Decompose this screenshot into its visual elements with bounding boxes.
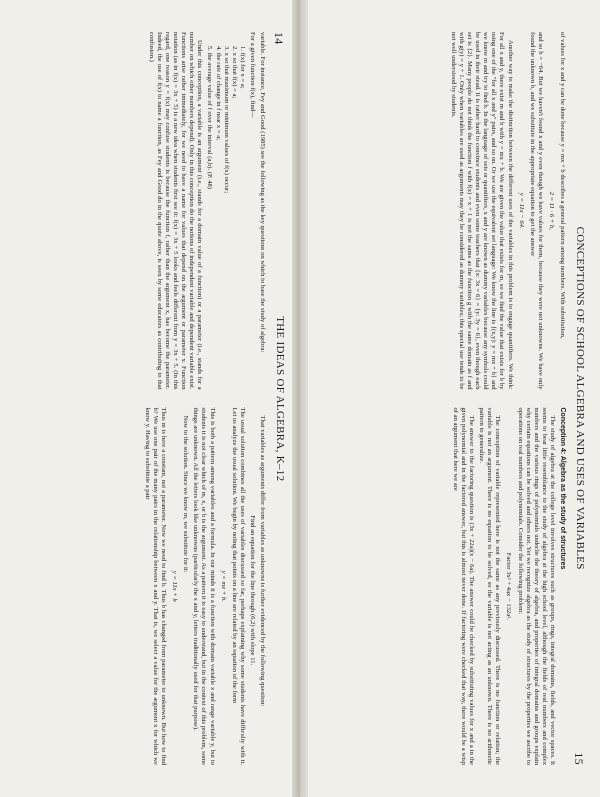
paragraph: The answer to the factoring question is (3x + 22a)(x − 6a). The answer could be checked by substituting values for x and a in the given polynomial and in the factored answer, but this is almost never done. If factoring were checked that way, there would be a wisp of an argument that here we are [451, 407, 476, 765]
paragraph: Under this conception, a variable is an argument (i.e., stands for a domain value of a function) or a parameter (i.e., stands for a number on which other numbers depend). Only in this conception do the notions of independent variable and dependent variable exist. Functions arise rather immediately, for we need to have a name for values that depend on the argument or parameter x. Function notation (as in f(x) = 3x + 5) is a new idea when students first see it: f(x) = 3x + 5 looks and feels different from y = 3x + 5. (In this regard, one reason y = f(x) may confuse students is because the function f, rather than the argument x, has become the parameter. Indeed, the use of f(x) to name a function, as Fey and Good do in the quote above, is seen by some educators as contributing to that confusion.) [147, 32, 204, 390]
paragraph: That variables as arguments differ from variables as unknowns is further evidenced by the following question: [259, 415, 266, 707]
list-item: 5. the average value of f over the interval (a,b). (P. 48) [206, 46, 214, 189]
list-item: 4. the rate of change in f near x = a; [214, 46, 222, 140]
equation: y = mx + b. [219, 570, 227, 602]
left-page-body [18, 32, 266, 765]
equation: 2 = 11 · 6 + b, [547, 191, 555, 230]
equation: y = 11x + b [171, 570, 179, 602]
list-item: 2. x so that f(x) = a; [230, 46, 238, 99]
paragraph: The study of algebra at the college level involves structures such as groups, rings, integral domains, fields, and vector spaces. It seems to bear little resemblance to the study of algebra at the high school level, although the fields of real numbers and complex numbers and the various rings of polynomials underlie the theory of algebra, and properties of integral domains and groups explain why certain equations can be solved and others not. Yet we recognize algebra as the study of structures by the properties we ascribe to operations on real numbers and polynomials. Consider the following problem: [516, 407, 556, 765]
equation: y = 11x − 64. [517, 192, 525, 229]
right-running-header [571, 32, 586, 765]
page-number-right: 15 [572, 752, 586, 765]
paragraph: of values for x and y can be done because y = mx + b describes a general pattern among numbers. With substitution, [559, 32, 566, 339]
list-item: 1. f(x) for x = a; [238, 46, 246, 89]
equation: Factor 3x² + 4ax − 132a². [505, 552, 513, 620]
problem-statement: Find an equation for the line through (6,2) with slope 11. [248, 515, 256, 666]
page-number-left: 14 [272, 32, 286, 45]
paragraph: The conception of variable represented here is not the same as any previously discussed. There is no function or relation; the variable is not an argument. There is no equation to be solved, so the variable is not acting as an unknown. There is no arithmetic pattern to generalize. [478, 407, 502, 765]
book-gutter [292, 0, 308, 797]
paragraph: and so b = −64. But we haven't found x and y even though we have values for them, because they were not unknowns. We have only found the unknown b, and we substitute in the appropriate equation to get the answer [528, 32, 544, 390]
question-list [205, 46, 245, 390]
right-page [300, 0, 600, 797]
section-heading: Conception 4: Algebra as the study of structures [559, 407, 566, 570]
paragraph: Now to the solution. Since we know m, we substitute for it: [182, 415, 190, 573]
paragraph: This is both a pattern among variables and a formula. In our minds it is a function with domain variable x and range variable y, but to students it is not clear which of m, x, or b is the argument. As a pattern it is easy to understand, but in the context of this problem, some things are unknown. All the letters look like unknowns (particularly the x and y, letters traditionally used for that purpose). [192, 407, 216, 765]
paragraph: Another way to make the distinction between the different uses of the variables in this problem is to engage quantifiers. We think: For all x and y, there exist m and b with y = mx + b. We are given the value that exists for m, so we find the value that exists for b by using one of the "for all x and y" pairs, and so on. Or we use the equivalent set language: We know the line is {(x,y): y = mx + b} and we know m and try to find b. In the language of sets or quantifiers, x and y are known as dummy variables because any symbols could be used in their stead. It is rather hard to convince students and even some teachers that {x: 3x = 6} = {y: 3y = 6}, even though each set is {2}. Many people do not think the function f with f(x) = x + 1 is not the same as the function g with the same domain as f and with g(y) = y + 1. Only when variables are used as arguments may they be considered as dummy variables; this special use tends to be not well understood by students. [449, 32, 514, 390]
paragraph: For a given function f(x), find— [248, 32, 256, 118]
paragraph: The usual solution combines all the uses of variables discussed so far, perhaps explaining why some students have difficulty with it. Let us analyze the usual solution. We begin by noting that points on a line are related by an equation of the form [230, 407, 246, 765]
left-running-header [271, 32, 286, 765]
list-item: 3. x so that maximum or minimum values of f(x) occur; [222, 46, 230, 194]
right-page-body [318, 32, 566, 765]
paragraph: Thus m is here a constant, not a parameter. Now we need to find b. Thus b has changed from parameter to unknown. But how to find b? We use one pair of the many pairs in the relationship between x and y. That is, we select a value for the argument x for which we know y. Having to substitute a pair [143, 407, 168, 765]
running-head-left: THE IDEAS OF ALGEBRA, K–12 [274, 316, 286, 482]
running-head-right: CONCEPTIONS OF SCHOOL ALGEBRA AND USES OF VARIABLES [574, 226, 586, 570]
paragraph: variable. For instance, Fey and Good (1985) see the following as the key questions on which to base the study of algebra: [259, 32, 266, 353]
